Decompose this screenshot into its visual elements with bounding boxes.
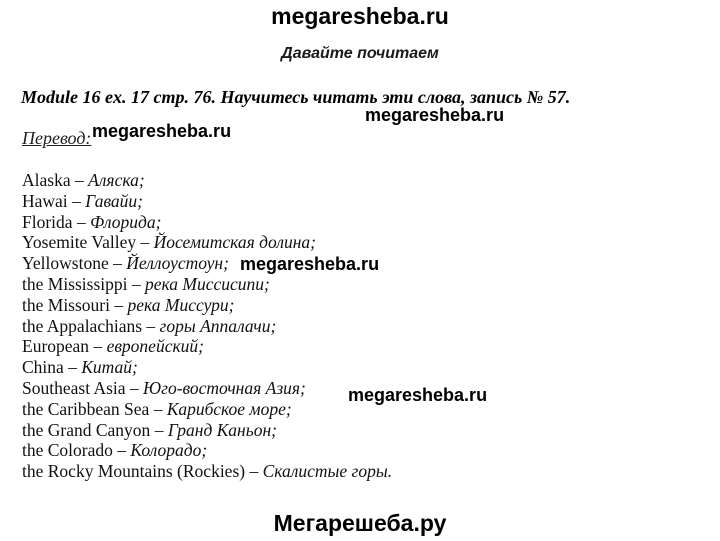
- vocab-item: [22, 212, 392, 233]
- vocab-dash: –: [67, 190, 86, 211]
- vocab-dash: –: [89, 336, 107, 357]
- watermark: megaresheba.ru: [348, 385, 488, 405]
- vocab-item: [22, 461, 392, 482]
- vocab-russian: река Миссисипи;: [145, 273, 270, 294]
- vocab-english: Yosemite Valley: [22, 232, 137, 253]
- vocab-item: [22, 274, 392, 295]
- watermark: megaresheba.ru: [92, 121, 232, 141]
- vocab-english: the Colorado: [22, 440, 113, 461]
- vocab-dash: –: [112, 440, 131, 461]
- vocab-english: Hawai: [22, 190, 68, 211]
- vocab-list: [22, 170, 392, 482]
- site-footer: Мегарешеба.ру: [273, 510, 447, 536]
- vocab-russian: Скалистые горы.: [262, 461, 393, 482]
- vocab-item: [22, 420, 392, 441]
- vocab-dash: –: [110, 294, 128, 315]
- vocab-russian: Флорида;: [90, 211, 162, 232]
- vocab-dash: –: [125, 377, 144, 398]
- vocab-item: [22, 440, 392, 461]
- vocab-russian: Аляска;: [88, 170, 145, 190]
- vocab-russian: Йеллоустоун;: [126, 253, 229, 274]
- vocab-item: [22, 336, 392, 357]
- vocab-english: the Mississippi: [22, 273, 128, 294]
- vocab-russian: Йосемитская долина;: [153, 232, 316, 253]
- vocab-english: the Grand Canyon: [22, 419, 151, 440]
- vocab-dash: –: [136, 232, 154, 253]
- vocab-dash: –: [150, 419, 168, 440]
- vocab-russian: Колорадо;: [130, 440, 208, 461]
- vocab-russian: горы Аппалачи;: [159, 315, 277, 336]
- vocab-russian: европейский;: [106, 336, 204, 357]
- vocab-english: European: [22, 336, 90, 357]
- vocab-english: the Caribbean Sea: [22, 398, 150, 419]
- vocab-english: China: [22, 357, 64, 378]
- vocab-russian: Юго-восточная Азия;: [143, 377, 306, 398]
- vocab-russian: Китай;: [81, 357, 138, 378]
- vocab-item: [22, 191, 392, 212]
- vocab-dash: –: [108, 253, 127, 274]
- vocab-dash: –: [245, 461, 263, 482]
- vocab-dash: –: [70, 170, 89, 190]
- vocab-dash: –: [72, 211, 91, 232]
- site-header: megaresheba.ru: [271, 3, 449, 29]
- vocab-english: the Missouri: [22, 294, 110, 315]
- vocab-item: [22, 357, 392, 378]
- vocab-item: [22, 295, 392, 316]
- vocab-dash: –: [142, 315, 160, 336]
- vocab-english: Southeast Asia: [22, 377, 126, 398]
- vocab-russian: Гранд Каньон;: [167, 419, 277, 440]
- vocab-item: [22, 170, 392, 191]
- vocab-english: Yellowstone: [22, 253, 109, 274]
- vocab-english: Florida: [22, 211, 73, 232]
- vocab-dash: –: [127, 273, 146, 294]
- section-title: Давайте почитаем: [281, 45, 439, 62]
- vocab-russian: Гавайи;: [85, 190, 144, 211]
- vocab-english: the Rocky Mountains (Rockies): [22, 461, 246, 482]
- vocab-item: [22, 378, 392, 399]
- vocab-english: Alaska: [22, 170, 71, 190]
- vocab-russian: Карибское море;: [166, 398, 292, 419]
- vocab-dash: –: [63, 357, 82, 378]
- translation-label: Перевод:: [22, 128, 92, 148]
- vocab-english: the Appalachians: [22, 315, 143, 336]
- vocab-russian: река Миссури;: [127, 294, 235, 315]
- watermark: megaresheba.ru: [240, 254, 380, 274]
- watermark: megaresheba.ru: [365, 105, 505, 125]
- vocab-item: [22, 316, 392, 337]
- vocab-item: [22, 232, 392, 253]
- vocab-dash: –: [149, 398, 167, 419]
- task-title: Module 16 ex. 17 стр. 76. Научитесь читать эти слова, запись № 57.: [21, 87, 571, 107]
- vocab-item: [22, 399, 392, 420]
